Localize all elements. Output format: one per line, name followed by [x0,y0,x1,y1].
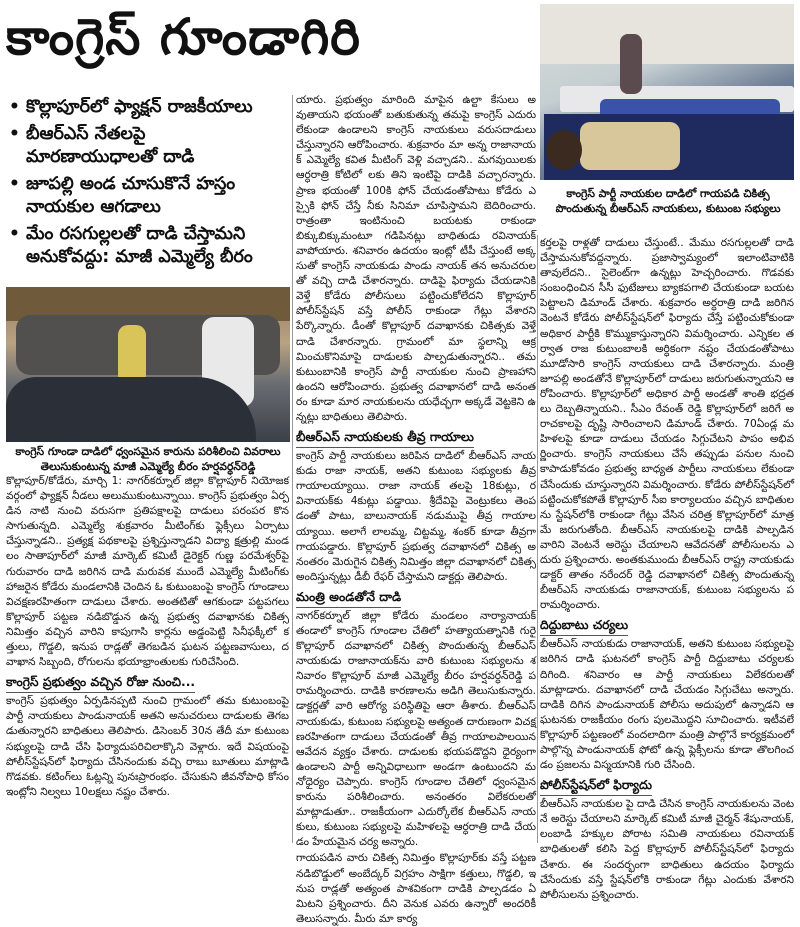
patient-head-shape [546,130,582,170]
bullet-item [6,123,276,169]
column-divider [537,235,538,843]
section-subhead: కాంగ్రెస్ ప్రభుత్వం వచ్చిన రోజు నుంచి... [6,674,195,693]
bullet-text: బీఆర్ఎస్ నేతలపై మారణాయుధాలతో దాడి [26,124,195,167]
hospital-photo [540,4,794,180]
standing-person-shape [620,34,642,94]
left-column [6,474,289,844]
article-paragraph: నాగర్‌కర్నూల్ జిల్లా కోడేరు మండలం నార్యానాయక్ తండాలో కాంగ్రెస్ గూండాల చేతిలో హత్యాయత్నానికి గురై కొల్లాపూర్ దవాఖానలో చికిత్స పొందుతున్న బీఆర్ఎస్ నాయకుడు రాజానాయక్‌ను వారి కుటుంబ సభ్యులను శనివారం కొల్లాపూర్ మాజీ ఎమ్మెల్యే బీరం హర్షవర్ధన్‌రెడ్డి పరామర్శించారు. దాడికి కారణాలను అడిగి తెలుసుకున్నారు. డాక్టర్లతో వారి ఆరోగ్య పరిస్థితిపై ఆరా తీశారు. బీఆర్ఎస్ నాయకుడు, కుటుంబ సభ్యులపై అత్యంత దారుణంగా విచక్షణరహితంగా దాడులు చేయడంతో తీవ్ర గాయాలపాలయిన ఆవేదన వ్యక్తం చేశారు. దాడులకు భయపడొద్దని ధైర్యంగా ఉండాలని పార్టీ అన్నివిధాలుగా అండగా ఉంటుందని మనోధైర్యం చెప్పారు. కాంగ్రెస్ గూండాల చేతిలో ధ్వంసమైన కారును పరిశీలించారు. అనంతరం విలేకరులతో మాట్లాడుతూ.. రాజకీయంగా ఎదుర్కోలేక బీఆర్ఎస్ నాయకులు, కుటుంబ సభ్యులపై మహిళలపై ఆర్ధరాత్రి దాడి చేయడం హేయమైన చర్య అన్నారు. [296,609,536,849]
middle-column [296,93,536,925]
bullet-item [6,96,276,119]
section-subhead: బీఆర్ఎస్ నాయకులకు తీవ్ర గాయాలు [296,429,474,448]
bullet-item [6,223,276,269]
article-paragraph: బీఆర్ఎస్ నాయకుడు రాజానాయక్, అతని కుటుంబ సభ్యులపై జరిగిన దాడి ఘటనలో కాంగ్రెస్ పార్టీ దిద్దుబాటు చర్యలకు దిగింది. శనివారం ఆ పార్టీ నాయకులు విలేకరులతో మాట్లాడారు. దవాఖానలో దాడి చేయడం సిగ్గుచేటు అన్నారు. దాడికి దిగిన పాండునాయక్ పోలీసు అదుపులో ఉన్నాడని ఆ ఘటనకు రాజకీయం రంగు పులమొద్దని సూచించారు. ఇటీవలే కొల్లాపూర్ పట్టణంలో వందలాదిగా మంత్రి పాల్గొనే కార్యక్రమంలో పాల్గొన్న పాండునాయక్ ఫోటో ఉన్న ఫ్లెక్సీలను కూడా తొలగించడం ప్రజలను విస్మయానికి గురి చేసింది. [540,638,794,772]
hospital-wall-shape [540,4,794,64]
article-paragraph: కాంగ్రెస్ పార్టీ నాయకులు జరిపిన దాడిలో బీఆర్ఎస్ నాయకుడు రాజా నాయక్, అతని కుటుంబ సభ్యులకు తీవ్ర గాయాలయ్యాయి. రాజా నాయక్ తలపై 18కుట్లు, రవినాయక్‌కు 4కుట్లు పడ్డాయి. శ్రీదేవిపై వెంట్రుకలు తెంపడంతో పాటు, బాలునాయక్ నడుముపై తీవ్ర గాయాలయ్యాయి. అలాగే లాలమ్మ, చిట్టమ్మ, శంకర్ కూడా తీవ్రగా గాయపడ్డారు. కొల్లాపూర్ ప్రభుత్వ దవాఖానలో చికిత్స అనంతరం మెరుగైన చికిత్స నిమిత్తం జిల్లా దవాఖానలో చికిత్స అందిస్తున్నట్లు డీబీ రేఫర్ చేస్తామని డాక్టర్లు తెలిపారు. [296,450,536,583]
right-column [540,236,794,901]
article-paragraph: కర్తలపై రాళ్లతో దాడులు చేస్తుంటే.. మేము రసగుల్లలతో దాడి చేస్తామనుకోవద్దన్నారు. ప్రజాస్వామ్యంలో ఇలాంటివాటికి తావులేదని.. సైలెంట్‌గా ఉన్నట్లు హెచ్చరించారు. గొడవకు సంబంధించిన సీసీ ఫుటేజులు బ్యాకపగాలి చేయకుండా బయటపెట్టాలని డిమాండ్ చేశారు. శుక్రవారం అర్ధరాత్రి దాడి జరిగిన వెంటనే కోడేరు పోలీస్‌స్టేషన్‌లో ఫిర్యాదు చేస్తే పట్టించుకోకుండా అధికార పార్టీకి కొమ్ముకాస్తున్నారని విమర్శించారు. ఎన్నికల తర్వాత రాజ కుటుంబాలకి అర్ధికంగా నష్టం చేయడంతోపాటు మూడోసారి కాంగ్రెస్ నాయకులు దాడి చేశారన్నారు. మంత్రి జూపల్లి అండతోనే కొల్లాపూర్‌లో దాడులు జరుగుతున్నాయని ఆరోపించారు. కొల్లాపూర్‌లో అధికార పార్టీ అండతో శాంతి భద్రతలు దెబ్బతిన్నాయని.. సీఎం రేవంత్ రెడ్డి కొల్లాపూర్‌లో జరిగే అరాచకాలపై దృష్టి సారించాలని డిమాండ్ చేశారు. 70ఏండ్ల మహిళలపై కూడా దాడులు చేయడం సిగ్గుచేటని పాపం అభివర్ణించారు. కాంగ్రెస్ నాయకులు చేసే తప్పుడు పనుల నుంచి కాపాడుకోవడం ప్రభుత్వ బాధ్యత పార్టీలు నాయకులు లేకుండా చేసేందుకు చూస్తున్నారని విమర్శించారు. కోడేరు పోలీస్‌స్టేషన్‌లో పట్టించుకోకపోతే కొల్లాపూర్ సీఐ కార్యాలయం వచ్చిన బాధితులను స్టేషన్‌లోకి రాకుండా గేట్లు వేసిన చరిత్ర కొల్లాపూర్‌లో మాత్రమే జరుగుతోంది. బీఆర్ఎస్ నాయకులపై దాడికి పాల్పడిన వారిని వెంటనే అరెస్టు చేయాలని ఆవేదనతో పోలీసులను ఎదురు ప్రశ్నించారు. అంతకుముందు బీఆర్ఎస్ రాష్ట్ర నాయకుడు డాక్టర్ తాతం నరేందర్ రెడ్డి దవాఖానలో చికిత్స పొందుతున్న బీఆర్ఎస్ నాయకుడు రాజానాయక్, కుటుంబ సభ్యులను పరామర్శించారు. [540,237,794,612]
bullet-text: మేం రసగుల్లలతో దాడి చేస్తామని అనుకోవద్దు: మాజీ ఎమ్మెల్యే బీరం [26,224,253,267]
bullet-mark-icon: • [9,124,20,144]
bullet-text: జూపల్లి అండ చూసుకొనే హస్తం నాయకుల ఆగడాలు [26,174,236,217]
article-paragraph: యారు. ప్రభుత్వం మారింది మాపైన ఉల్టా కేసులు అవుతాయని భయంతో బతుకుతున్న తమపై కాంగ్రెస్ ఎదురు లేకుండా ఉండాలని కాంగ్రెస్ నాయకులు వరుసదాడులు చేస్తున్నారని ఆరోపించారు. శుక్రవారం మా అన్న రాజానాయక్ ఎమ్మెల్యే కవిత మీటింగ్ వెళ్లి వచ్చాడని.. మగవుయిలకు ఆర్ధరాత్రి కోటిలో లకు తిని ఇంటిపై దాడికి వచ్చారన్నారు. ప్రాణ భయంతో 100కి ఫోన్ చేయడంతోపాటు కోడేరు ఎస్సైకి ఫోన్ చేస్తే నీకు సినిమా చూపిస్తామని బెదిరించారు. రాత్రంతా ఇంటినుంచి బయటకు రాకుండా బిక్కుబిక్కుమంటూ గడిపినట్లు బాధితుడు రవినాయక్ వాపోయారు. శనివారం ఉదయం ఇంట్లో టీపీ చేస్తుంటే అక్కసుతో కాంగ్రెస్ నాయకుడు పాండు నాయక్ తన అనుచరులతో వచ్చి దాడి చేశారన్నారు. దాడిపై ఫిర్యాదు చేయడానికి వెళ్తే కోడేరు పోలీసులు పట్టించుకోలేదని కొల్లాపూర్ పోలీస్‌స్టేషన్ వస్తే పోలీస్ రాకుండా గేట్లు వేశారని పేర్కొన్నారు. డీంతో కొల్లాపూర్ దవాఖానకు చికిత్సకు వెళ్తే దాడి చేశారన్నారు. గ్రామంలో మా స్థలాన్ని ఆక్రమించుకొనిమాపై దాడులకు పాల్పడుతున్నారని.. తమ కుటుంబానికి కాంగ్రెస్ పార్టీ నాయకుల నుంచి ప్రాణహాని ఉందని ఆరోపించారు. ప్రభుత్వ దవాఖానలో దాడి అనంతరం కూడా మార నాయకులను యధేచ్ఛగా అక్కడే వెట్టకెని ఉన్నట్లు బాధితులు తెలిపారు. [296,94,536,423]
article-paragraph: గాయపడిన వారు చికిత్స నిమిత్తం కొల్లాపూర్‌కు వస్తే పట్టణ నడిబొడ్డులో అంబేద్కర్ విగ్రహం సాక్షిగా కత్తులు, గొడ్డలి, ఇనుప రాడ్లతో అత్యంత పాశవికంగా దాడికి పాల్పడడం ఏమిటని ప్రశ్నించారు. దీని వెనుక ఎవరు ఉన్నారో అందరికీ తెలుసన్నారు. మీరు మా కార్య [296,852,536,925]
car-photo [6,287,290,442]
section-subhead: దిద్దుబాటు చర్యలు [540,617,628,636]
person-yellow-shape [118,325,146,385]
bullet-mark-icon: • [9,224,20,244]
bullet-text: కొల్లాపూర్‌లో ఫ్యాక్షన్ రాజకీయాలు [26,97,253,117]
article-paragraph: కొల్లాపూర్/కోడేరు, మార్చి 1: నాగర్‌కర్నూల్ జిల్లా కొల్లాపూర్ నియోజకవర్గంలో ఫ్యాక్షన్ నీడలు అలుముకుంటున్నాయి. కాంగ్రెస్ ప్రభుత్వం ఏర్పడిన నాటి నుంచి వరుసగా ప్రతిపక్షాలపై దాడులు పరంపర కొనసాగుతున్నది. ఎమ్మెల్యే శుక్రవారం మీటింగ్‌కు ఫ్లెక్సీలు ఏర్పాటు చేస్తున్నాడని.. ప్రత్యక్ష పథకాలపై ప్రశ్నిస్తున్నాడని విద్యా క్షత్రుల్లి మండలం సాతాపూర్‌లో మాజీ మార్కెట్ కమిటీ డైరెక్టర్ గుణ్ణ పరమేశ్వర్‌పై గురువారం దాడి జరిగిన దాడి మరువక ముందే ఎమ్మెల్యే మీటింగ్‌కు హాజరైన కోడేరు మండలానికి చెందిన ఓ కుటుంబంపై కాంగ్రెస్ గూండాలు విచక్షణరహితంగా దాడులు చేశారు. అంతటితో ఆగకుండా పట్టపగలు కొల్లాపూర్ పట్టణ నడిబొడ్డున ఉన్న ప్రభుత్వ దవాఖానకు చికిత్స నిమిత్తం వచ్చిన వారిని కాపుగాసి కార్లను అడ్డంపెట్టి సినీఫక్కీలో కత్తులు, గొడ్డలి, ఇనుప రాడ్లతో తెగబడిన ఘటన పట్టణవాసులు, దవాఖాన సిబ్బంది, రోగులను భయాభ్రాంతులకు గురిచేసింది. [6,475,289,669]
car-shape [6,377,256,442]
bullet-list [6,96,276,273]
headline: కాంగ్రెస్ గూండాగిరి [6,8,361,66]
article-paragraph: బీఆర్ఎస్ నాయకుల పై దాడి చేసిన కాంగ్రెస్ నాయకులను వెంటనే అరెస్టు చేయాలని మార్కెట్ కమిటీ మాజీ చైర్మన్ శేషునాయక్, లంబాడి హక్కుల పోరాట సమితి నాయకులు రవినాయక్ బాధితులతో కలిసి పెద్ద కొల్లాపూర్ పోలీస్‌స్టేషన్‌లో ఫిర్యాదు చేశారు. ఈ సందర్భంగా బాధితులు ఉదయం ఫిర్యాదు చేసేందుకు వస్తే స్టేషన్‌లోకి రాకుండా గేట్లు ఎందుకు వేశారని పోలీసులను ప్రశ్నించారు. [540,798,794,901]
section-subhead: పోలీస్‌స్టేషన్‌లో ఫిర్యాదు [540,777,652,796]
bullet-mark-icon: • [9,174,20,194]
bullet-item [6,173,276,219]
article-paragraph: కాంగ్రెస్ ప్రభుత్వం ఏర్పడినప్పటి నుంచి గ్రామంలో తమ కుటుంబంపై పార్టీ నాయకులు పాండునాయక్ అతని అనుచరులు దాడులకు తెగబడుతున్నారని బాధితులు తెలిపారు. డిసెంబర్ 30న తేదీ మా కుటుంబ సభ్యులపై దాడి చేసి ఫిర్యాదుపరిచిలాక్కొని వెళ్లారు. ఇదే విషయంపై పోలీస్‌స్టేషన్‌లో ఫిర్యాదు చేసినందుకు వచ్చి రాబు బూతులు మాట్లాడి గొడవకు. కటింగ్‌లు ఓట్లన్ని పునఃప్రారంభం. చేసుకుని జీవనోపాధి కోసం ఇంట్లోని నిల్వలు 10లక్షలు నష్టం చేశారు. [6,695,289,798]
bullet-mark-icon: • [9,97,20,117]
left-photo-caption: కాంగ్రెస్ గూండా దాడిలో ధ్వంసమైన కారును పరిశీలించి వివరాలు తెలుసుకుంటున్న మాజీ ఎమ్మెల్యే బీరం హర్షవర్ధన్‌రెడ్డి [15,445,281,473]
column-divider [292,95,293,843]
patient-shirt-shape [580,122,680,170]
top-photo-caption: కాంగ్రెస్ పార్టీ నాయకుల దాడిలో గాయపడి చికిత్స పొందుతున్న బీఆర్ఎస్ నాయకులు, కుటుంబ సభ్యులు [555,187,781,215]
section-subhead: మంత్రి అండతోనే దాడి [296,589,401,608]
